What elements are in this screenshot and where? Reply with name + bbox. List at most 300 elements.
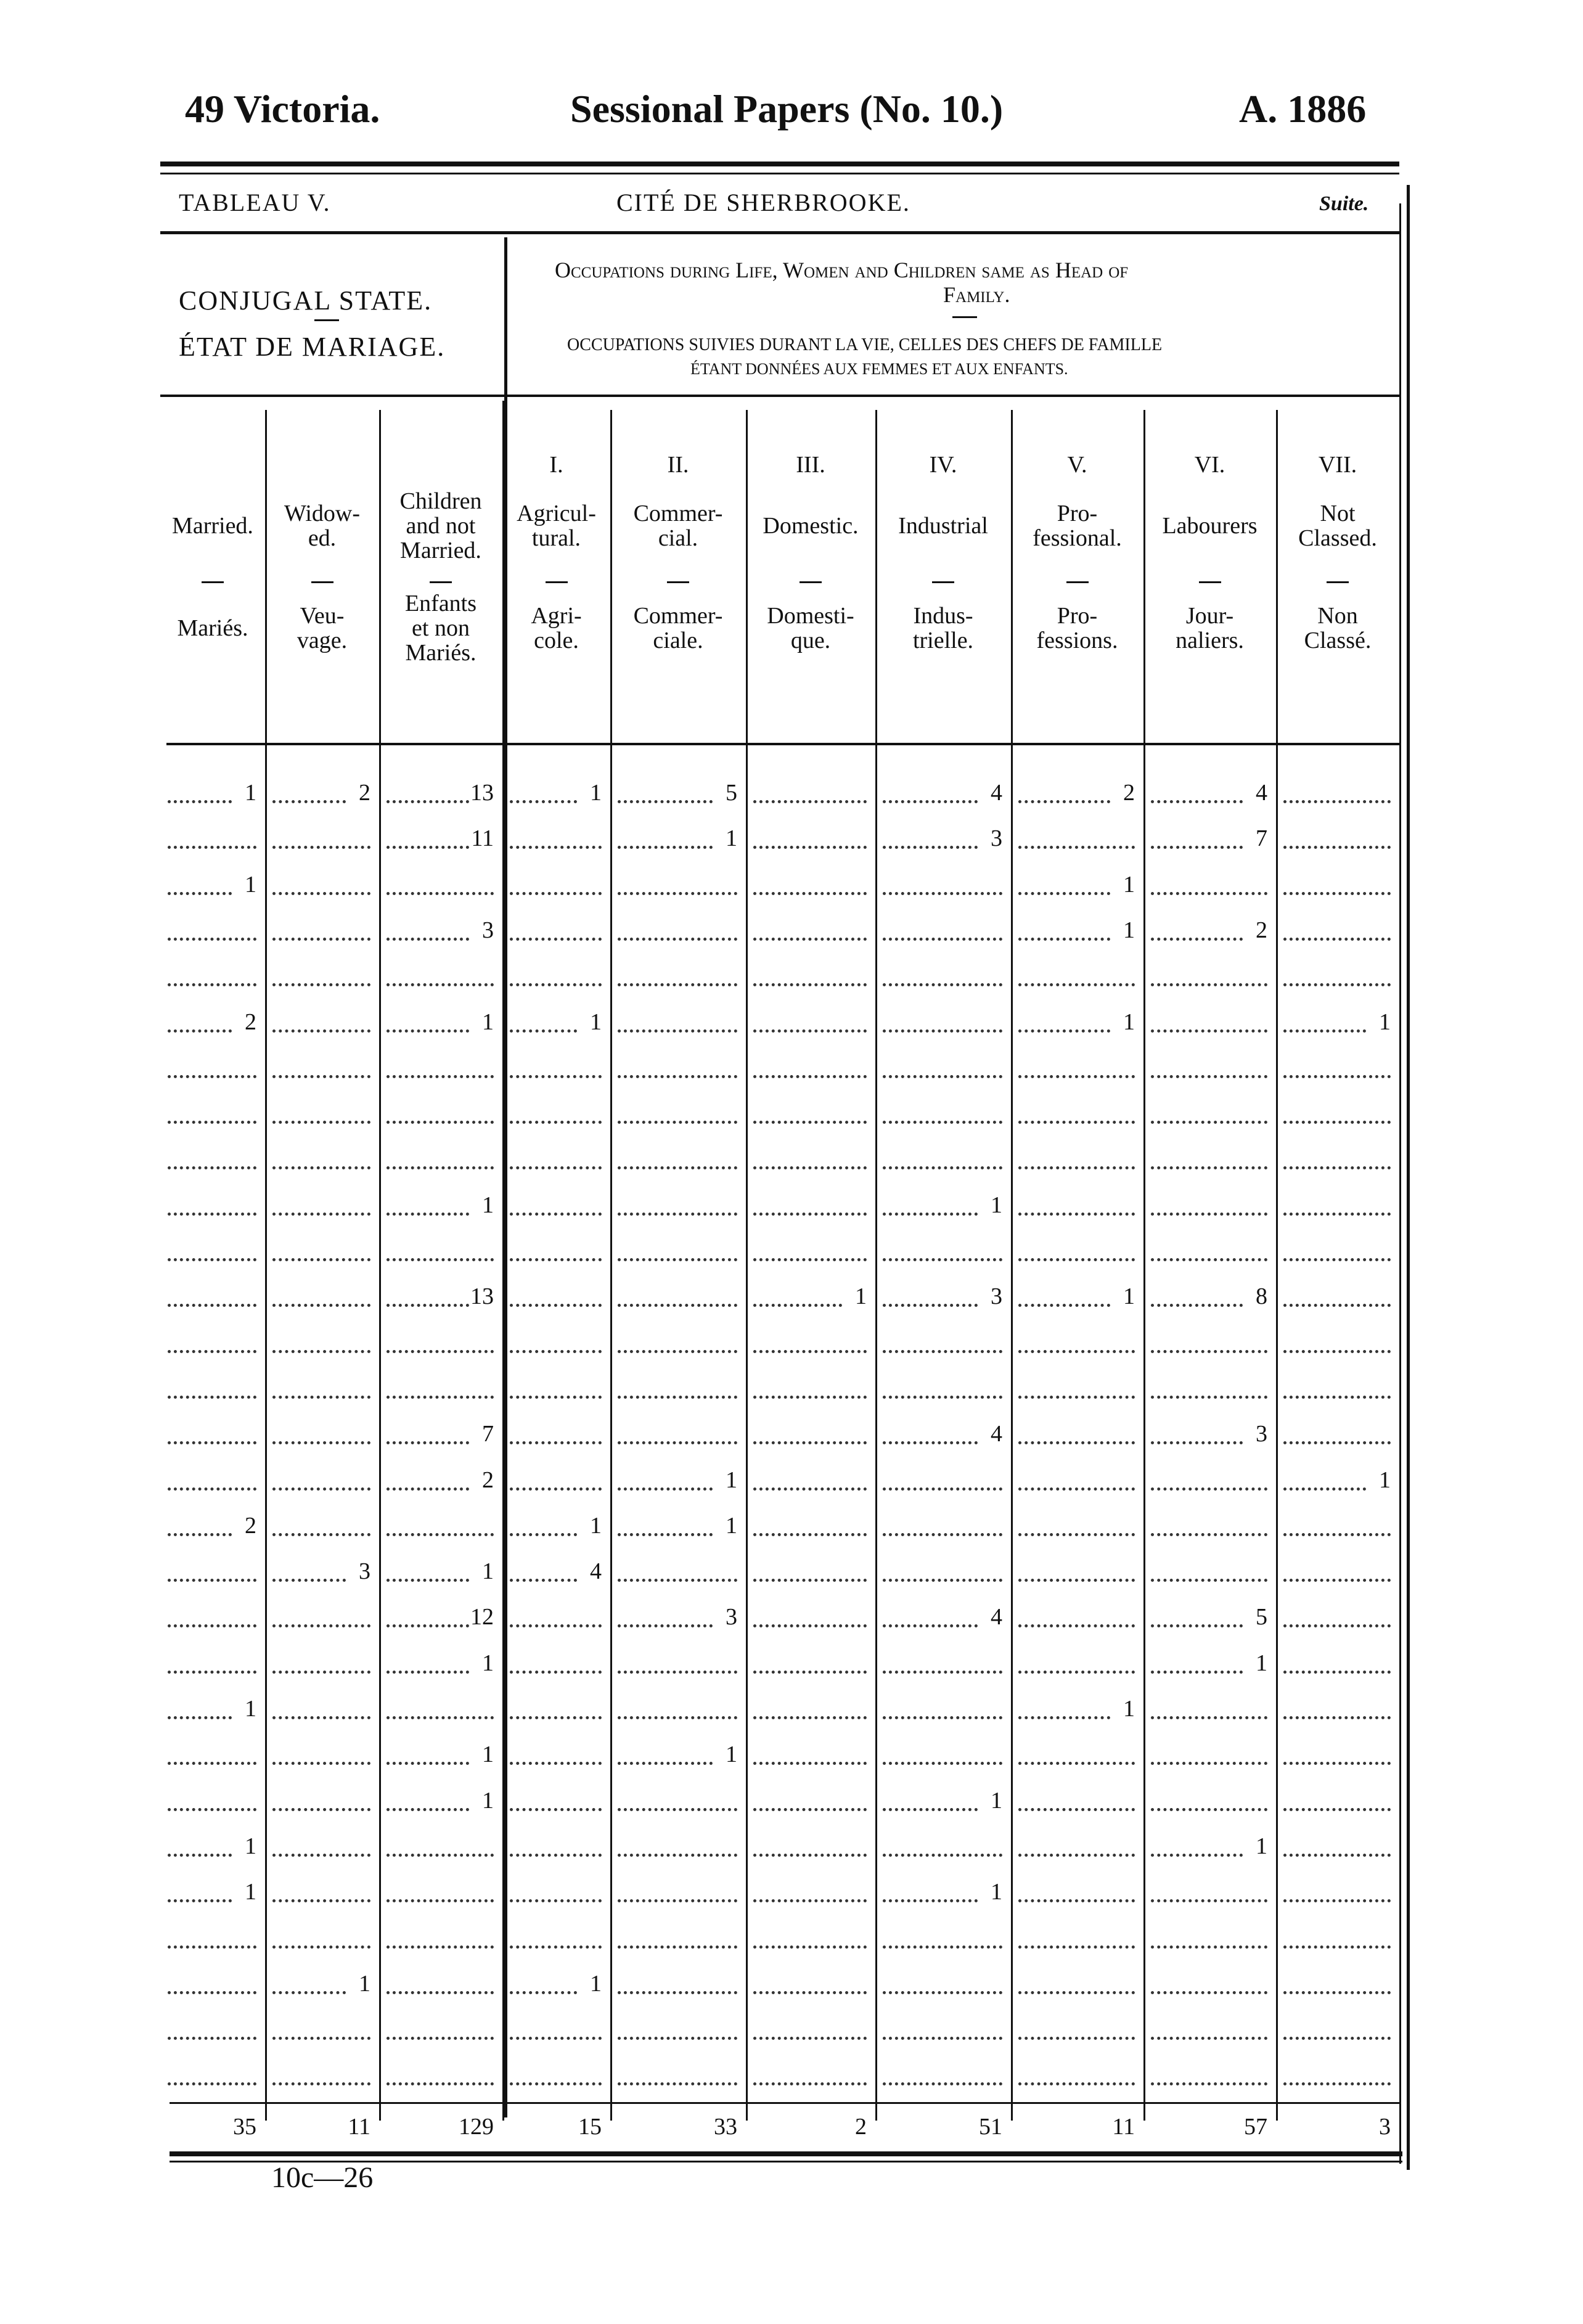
conjugal-state-fr: ÉTAT DE MARIAGE.	[179, 332, 446, 362]
dot-leader	[387, 1396, 494, 1399]
dot-leader	[272, 1624, 370, 1627]
dot-leader	[1151, 1533, 1267, 1536]
column-header-fr: Domesti- que.	[767, 603, 854, 653]
dot-leader	[272, 1029, 370, 1033]
dot-leader	[387, 1258, 494, 1261]
table-cell: 2	[245, 1009, 256, 1035]
dot-leader	[168, 2037, 256, 2040]
dot-leader	[387, 1716, 494, 1719]
column-header	[160, 453, 265, 666]
dot-leader	[883, 1946, 1002, 1949]
total-cell: 129	[459, 2114, 494, 2140]
dot-leader	[168, 1304, 256, 1307]
dot-leader	[168, 1808, 256, 1811]
table-cell: 7	[1256, 825, 1267, 852]
column-header-rule	[166, 743, 1399, 745]
column-header	[610, 453, 746, 666]
dot-leader	[753, 1487, 867, 1491]
table-cell: 1	[482, 1192, 494, 1218]
dot-leader	[1283, 1808, 1391, 1811]
table-cell: 4	[991, 1604, 1002, 1630]
dot-leader	[1018, 1899, 1135, 1902]
dot-leader	[1018, 1671, 1135, 1674]
table-cell: 13	[470, 780, 494, 806]
table-cell: 12	[470, 1604, 494, 1630]
dot-leader	[168, 1946, 256, 1949]
column-header-en: Commer- cial.	[633, 501, 723, 551]
dot-leader	[168, 1671, 256, 1674]
dot-leader	[272, 1716, 370, 1719]
column-header-fr: Mariés.	[177, 615, 248, 642]
dot-leader	[753, 1899, 867, 1902]
dot-leader	[883, 1029, 1002, 1033]
table-cell: 1	[1256, 1833, 1267, 1859]
dot-leader	[510, 1441, 602, 1444]
column-header-en: Industrial	[898, 513, 988, 539]
dot-leader	[168, 1350, 256, 1353]
column-header-divider-dash	[202, 581, 224, 583]
column-header-divider-dash	[800, 581, 822, 583]
dot-leader	[618, 1899, 737, 1902]
table-cell: 3	[359, 1558, 370, 1585]
dot-leader	[1283, 1121, 1391, 1124]
dot-leader	[883, 2082, 1002, 2085]
dot-leader	[387, 1533, 494, 1536]
dot-leader	[753, 1533, 867, 1536]
dot-leader	[387, 2037, 494, 2040]
dot-leader	[883, 1762, 1002, 1765]
dot-leader	[168, 1441, 256, 1444]
dot-leader	[1283, 1350, 1391, 1353]
running-head-center: Sessional Papers (No. 10.)	[570, 87, 1004, 131]
column-header-number: V.	[1067, 452, 1087, 478]
column-divider	[746, 410, 748, 2121]
dot-leader	[1283, 1166, 1391, 1169]
dot-leader	[168, 1579, 256, 1582]
table-cell: 3	[991, 825, 1002, 852]
dot-leader	[1283, 1991, 1391, 1994]
dot-leader	[1018, 846, 1135, 849]
dot-leader	[618, 1716, 737, 1719]
dot-leader	[753, 846, 867, 849]
dot-leader	[618, 892, 737, 895]
dot-leader	[387, 1899, 494, 1902]
dot-leader	[510, 1624, 602, 1627]
conjugal-divider-dash	[314, 319, 339, 321]
dot-leader	[510, 1213, 602, 1216]
table-cell: 1	[482, 1741, 494, 1768]
column-header-fr: Indus- trielle.	[912, 603, 974, 653]
dot-leader	[1151, 1029, 1267, 1033]
top-thick-rule	[160, 162, 1399, 166]
column-header-fr: Pro- fessions.	[1036, 603, 1118, 653]
table-cell: 1	[590, 1512, 602, 1539]
dot-leader	[1018, 1808, 1135, 1811]
table-cell: 1	[855, 1283, 867, 1310]
table-cell: 2	[245, 1512, 256, 1539]
dot-leader	[1283, 1671, 1391, 1674]
column-header-fr: Commer- ciale.	[633, 603, 723, 653]
table-cell: 4	[590, 1558, 602, 1585]
total-cell: 11	[1112, 2114, 1135, 2140]
column-header-en: Children and not Married.	[399, 488, 482, 563]
dot-leader	[753, 1213, 867, 1216]
table-cell: 1	[726, 1467, 737, 1493]
table-cell: 1	[590, 1970, 602, 1997]
dot-leader	[1151, 1396, 1267, 1399]
table-cell: 3	[991, 1283, 1002, 1310]
dot-leader	[387, 1350, 494, 1353]
column-header-en: Not Classed.	[1298, 501, 1377, 551]
dot-leader	[387, 1075, 494, 1078]
dot-leader	[618, 1441, 737, 1444]
dot-leader	[753, 892, 867, 895]
dot-leader	[1018, 1075, 1135, 1078]
dot-leader	[168, 983, 256, 986]
dot-leader	[1283, 1213, 1391, 1216]
dot-leader	[1283, 1075, 1391, 1078]
total-cell: 2	[855, 2114, 867, 2140]
table-cell: 2	[1256, 917, 1267, 943]
dot-leader	[1283, 1899, 1391, 1902]
table-cell: 4	[991, 780, 1002, 806]
dot-leader	[510, 846, 602, 849]
table-cell: 11	[471, 825, 494, 852]
dot-leader	[753, 1441, 867, 1444]
dot-leader	[1283, 1441, 1391, 1444]
table-cell: 1	[1123, 871, 1135, 898]
dot-leader	[753, 983, 867, 986]
dot-leader	[510, 1121, 602, 1124]
dot-leader	[1018, 1441, 1135, 1444]
table-cell: 1	[245, 1879, 256, 1905]
column-header	[1276, 453, 1399, 666]
column-header-divider-dash	[546, 581, 568, 583]
dot-leader	[168, 938, 256, 941]
right-frame-inner	[1399, 203, 1401, 2164]
dot-leader	[1151, 1487, 1267, 1491]
city-title: CITÉ DE SHERBROOKE.	[616, 189, 910, 216]
table-cell: 4	[1256, 780, 1267, 806]
dot-leader	[272, 1899, 370, 1902]
dot-leader	[272, 1304, 370, 1307]
dot-leader	[883, 1579, 1002, 1582]
dot-leader	[272, 1166, 370, 1169]
table-cell: 1	[991, 1879, 1002, 1905]
table-cell: 13	[470, 1283, 494, 1310]
dot-leader	[387, 892, 494, 895]
dot-leader	[753, 1808, 867, 1811]
dot-leader	[168, 846, 256, 849]
right-frame-outer	[1407, 185, 1410, 2170]
dot-leader	[272, 938, 370, 941]
dot-leader	[272, 1533, 370, 1536]
dot-leader	[1151, 1166, 1267, 1169]
dot-leader	[168, 1624, 256, 1627]
dot-leader	[618, 1854, 737, 1857]
column-divider	[1011, 410, 1013, 2121]
table-cell: 1	[1379, 1467, 1391, 1493]
table-cell: 1	[482, 1558, 494, 1585]
dot-leader	[753, 938, 867, 941]
dot-leader	[883, 938, 1002, 941]
dot-leader	[387, 1946, 494, 1949]
column-divider	[1143, 410, 1145, 2121]
column-header	[746, 453, 875, 666]
dot-leader	[510, 1487, 602, 1491]
dot-leader	[510, 1671, 602, 1674]
dot-leader	[753, 1579, 867, 1582]
dot-leader	[618, 1946, 737, 1949]
table-cell: 1	[991, 1787, 1002, 1814]
dot-leader	[1283, 983, 1391, 986]
dot-leader	[1018, 1487, 1135, 1491]
header-rule	[160, 231, 1399, 234]
dot-leader	[272, 846, 370, 849]
dot-leader	[1151, 1350, 1267, 1353]
column-header-number: III.	[796, 452, 825, 478]
dot-leader	[1018, 1258, 1135, 1261]
dot-leader	[1283, 1854, 1391, 1857]
dot-leader	[1283, 846, 1391, 849]
dot-leader	[883, 1075, 1002, 1078]
dot-leader	[387, 1991, 494, 1994]
column-header-divider-dash	[311, 581, 333, 583]
column-header-number: I.	[549, 452, 563, 478]
column-header-number: II.	[667, 452, 689, 478]
dot-leader	[1151, 892, 1267, 895]
dot-leader	[510, 1075, 602, 1078]
dot-leader	[1018, 1121, 1135, 1124]
dot-leader	[883, 892, 1002, 895]
table-cell: 1	[991, 1192, 1002, 1218]
dot-leader	[510, 938, 602, 941]
dot-leader	[272, 2037, 370, 2040]
column-divider	[379, 410, 381, 2121]
dot-leader	[510, 892, 602, 895]
dot-leader	[883, 1854, 1002, 1857]
column-divider	[875, 410, 877, 2121]
dot-leader	[753, 1166, 867, 1169]
dot-leader	[1018, 2082, 1135, 2085]
table-cell: 1	[1123, 1696, 1135, 1722]
dot-leader	[753, 1762, 867, 1765]
column-header	[1143, 453, 1276, 666]
dot-leader	[1283, 1762, 1391, 1765]
dot-leader	[1018, 1991, 1135, 1994]
dot-leader	[753, 1075, 867, 1078]
dot-leader	[1018, 1854, 1135, 1857]
dot-leader	[618, 1166, 737, 1169]
dot-leader	[272, 1854, 370, 1857]
dot-leader	[618, 1579, 737, 1582]
dot-leader	[272, 1396, 370, 1399]
dot-leader	[753, 1991, 867, 1994]
table-cell: 1	[482, 1787, 494, 1814]
dot-leader	[272, 892, 370, 895]
dot-leader	[753, 1258, 867, 1261]
dot-leader	[618, 1304, 737, 1307]
dot-leader	[1018, 1579, 1135, 1582]
dot-leader	[168, 1487, 256, 1491]
dot-leader	[1018, 1533, 1135, 1536]
table-cell: 1	[726, 1512, 737, 1539]
suite-label: Suite.	[1319, 192, 1369, 215]
table-cell: 1	[245, 780, 256, 806]
tableau-label: TABLEAU V.	[179, 189, 331, 216]
occupations-en-line2: Family.	[943, 282, 1010, 307]
column-header-divider-dash	[1066, 581, 1089, 583]
table-cell: 3	[482, 917, 494, 943]
table-cell: 2	[359, 780, 370, 806]
dot-leader	[168, 1213, 256, 1216]
column-header-en: Widow- ed.	[284, 501, 360, 551]
table-cell: 1	[359, 1970, 370, 1997]
column-header-en: Pro- fessional.	[1033, 501, 1122, 551]
dot-leader	[1283, 1258, 1391, 1261]
table-cell: 1	[482, 1650, 494, 1676]
dot-leader	[387, 2082, 494, 2085]
dot-leader	[1151, 1258, 1267, 1261]
column-header-divider-dash	[1199, 581, 1221, 583]
dot-leader	[168, 1121, 256, 1124]
column-header	[875, 453, 1011, 666]
column-header-number: IV.	[929, 452, 957, 478]
column-header-en: Agricul- tural.	[517, 501, 596, 551]
table-cell: 3	[726, 1604, 737, 1630]
dot-leader	[618, 2082, 737, 2085]
column-header-number	[379, 453, 502, 480]
table-cell: 1	[482, 1009, 494, 1035]
dot-leader	[168, 1075, 256, 1078]
dot-leader	[510, 1762, 602, 1765]
dot-leader	[1283, 1533, 1391, 1536]
occupations-fr-line2: ÉTANT DONNÉES AUX FEMMES ET AUX ENFANTS.	[690, 360, 1068, 378]
table-cell: 5	[1256, 1604, 1267, 1630]
dot-leader	[618, 1671, 737, 1674]
dot-leader	[168, 1762, 256, 1765]
dot-leader	[1151, 1899, 1267, 1902]
dot-leader	[618, 1258, 737, 1261]
bottom-thick-rule	[170, 2151, 1402, 2156]
column-header-divider-dash	[932, 581, 954, 583]
dot-leader	[753, 1029, 867, 1033]
dot-leader	[272, 1075, 370, 1078]
total-cell: 57	[1244, 2114, 1267, 2140]
table-cell: 1	[245, 1696, 256, 1722]
dot-leader	[272, 1258, 370, 1261]
dot-leader	[1018, 1396, 1135, 1399]
dot-leader	[753, 1946, 867, 1949]
dot-leader	[753, 2037, 867, 2040]
dot-leader	[1283, 1716, 1391, 1719]
dot-leader	[753, 1716, 867, 1719]
dot-leader	[168, 1396, 256, 1399]
table-cell: 4	[991, 1421, 1002, 1447]
total-cell: 35	[233, 2114, 256, 2140]
dot-leader	[1151, 1213, 1267, 1216]
column-divider	[265, 410, 267, 2121]
dot-leader	[510, 1350, 602, 1353]
dot-leader	[510, 2037, 602, 2040]
dot-leader	[883, 1350, 1002, 1353]
table-cell: 8	[1256, 1283, 1267, 1310]
column-divider	[1276, 410, 1278, 2121]
total-cell: 51	[979, 2114, 1002, 2140]
dot-leader	[168, 1991, 256, 1994]
dot-leader	[510, 1716, 602, 1719]
dot-leader	[1283, 2082, 1391, 2085]
dot-leader	[168, 1166, 256, 1169]
dot-leader	[883, 1258, 1002, 1261]
dot-leader	[883, 1991, 1002, 1994]
dot-leader	[1283, 1396, 1391, 1399]
dot-leader	[618, 1213, 737, 1216]
dot-leader	[510, 2082, 602, 2085]
dot-leader	[1283, 1624, 1391, 1627]
column-header	[265, 453, 379, 666]
column-header-divider-dash	[667, 581, 689, 583]
dot-leader	[1018, 1213, 1135, 1216]
column-header-number	[160, 453, 265, 480]
total-cell: 33	[714, 2114, 737, 2140]
table-cell: 2	[482, 1467, 494, 1493]
dot-leader	[753, 1396, 867, 1399]
dot-leader	[1283, 2037, 1391, 2040]
dot-leader	[1283, 1304, 1391, 1307]
dot-leader	[1151, 1762, 1267, 1765]
dot-leader	[883, 983, 1002, 986]
table-cell: 1	[1256, 1650, 1267, 1676]
occupations-divider-dash	[952, 316, 977, 318]
dot-leader	[883, 1166, 1002, 1169]
dot-leader	[1151, 1808, 1267, 1811]
dot-leader	[753, 1671, 867, 1674]
dot-leader	[883, 1487, 1002, 1491]
table-cell: 7	[482, 1421, 494, 1447]
total-cell: 3	[1379, 2114, 1391, 2140]
dot-leader	[1151, 1716, 1267, 1719]
dot-leader	[1151, 1946, 1267, 1949]
dot-leader	[618, 938, 737, 941]
dot-leader	[272, 1946, 370, 1949]
dot-leader	[1151, 983, 1267, 986]
dot-leader	[1018, 1350, 1135, 1353]
dot-leader	[1283, 1579, 1391, 1582]
dot-leader	[883, 1533, 1002, 1536]
dot-leader	[387, 1854, 494, 1857]
dot-leader	[510, 1946, 602, 1949]
occupations-en-line1: Occupations during Life, Women and Children same as Head of	[555, 258, 1129, 282]
dot-leader	[510, 1304, 602, 1307]
occupations-fr-line1: OCCUPATIONS SUIVIES DURANT LA VIE, CELLES DES CHEFS DE FAMILLE	[567, 335, 1163, 354]
dot-leader	[272, 1441, 370, 1444]
column-header-fr: Veu- vage.	[297, 603, 348, 653]
dot-leader	[1283, 892, 1391, 895]
dot-leader	[753, 2082, 867, 2085]
dot-leader	[753, 1350, 867, 1353]
column-divider	[610, 410, 612, 2121]
dot-leader	[883, 2037, 1002, 2040]
column-header-fr: Enfants et non Mariés.	[404, 591, 477, 666]
table-cell: 1	[1379, 1009, 1391, 1035]
dot-leader	[1151, 1991, 1267, 1994]
column-header	[502, 453, 610, 666]
table-cell: 1	[590, 1009, 602, 1035]
dot-leader	[387, 983, 494, 986]
dot-leader	[618, 1121, 737, 1124]
dot-leader	[510, 983, 602, 986]
